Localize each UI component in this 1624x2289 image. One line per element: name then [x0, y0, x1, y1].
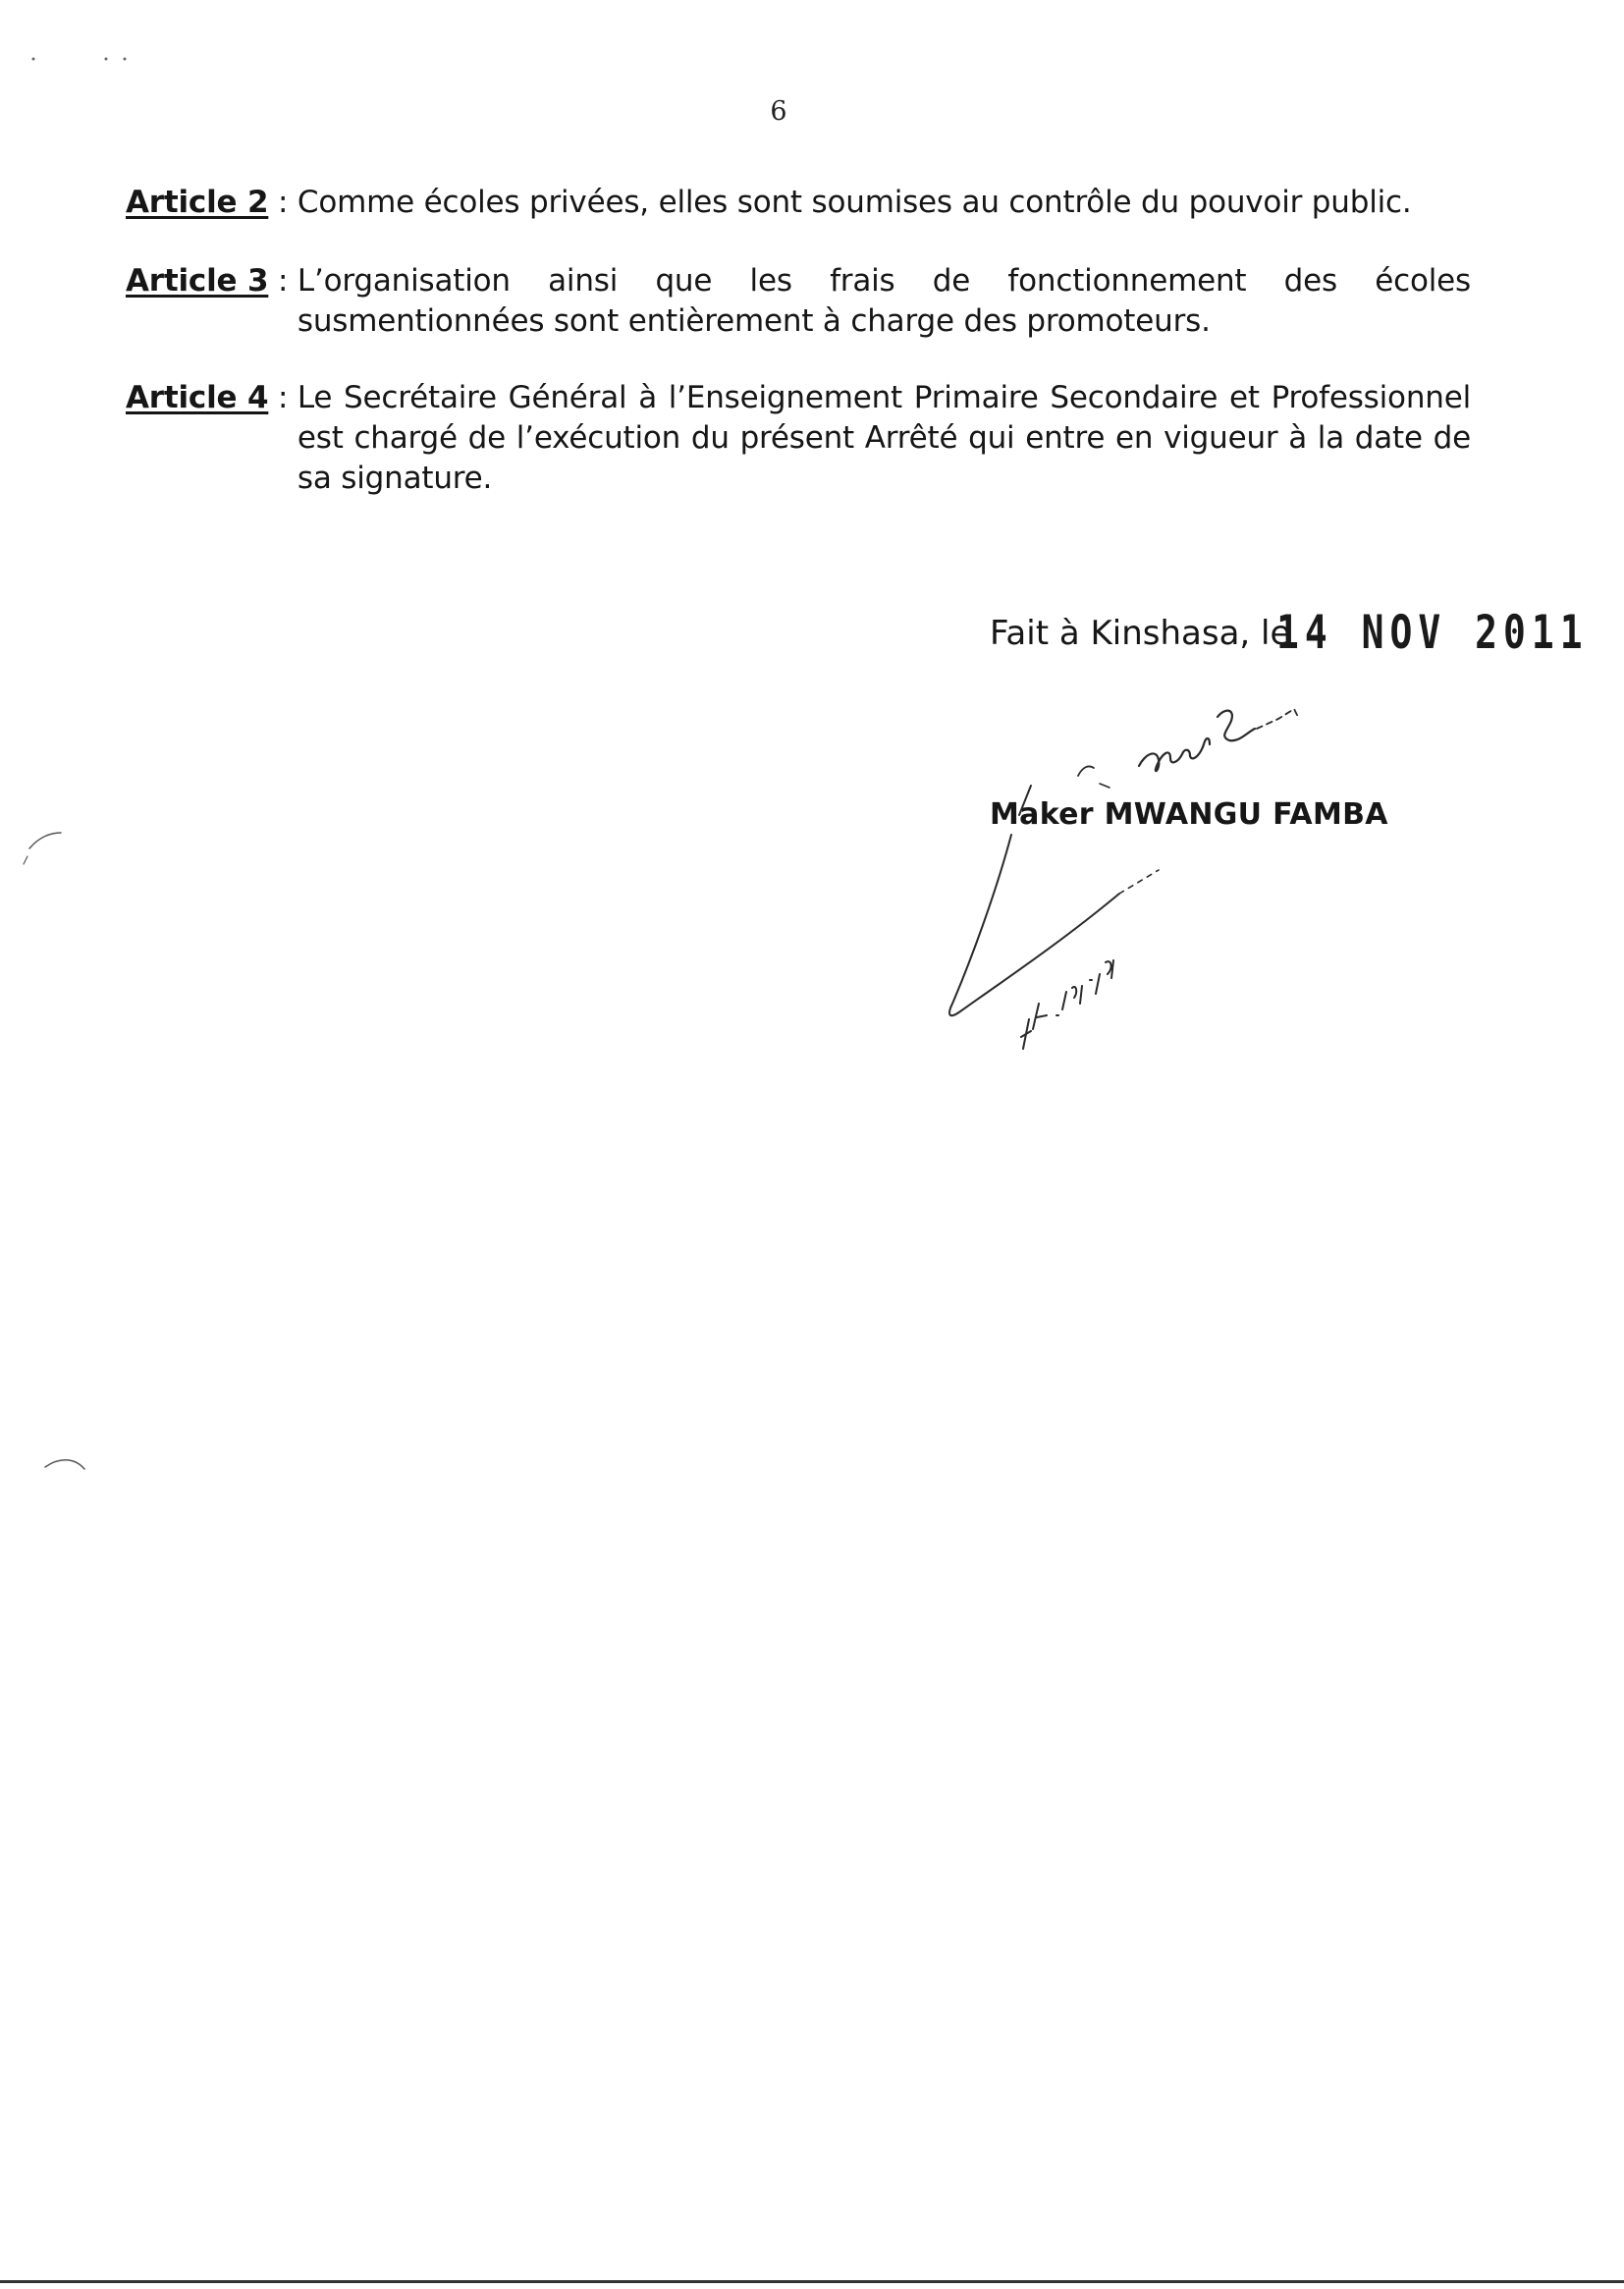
article-separator: :: [268, 380, 298, 415]
page-number: 6: [770, 96, 787, 127]
article-separator: :: [268, 185, 298, 220]
article-text: Comme écoles privées, elles sont soumises au contrôle du pouvoir public.: [297, 185, 1412, 220]
article-label: Article 3: [126, 263, 269, 299]
signatory-name: Maker MWANGU FAMBA: [990, 797, 1388, 832]
page-bottom-rule: [0, 2280, 1624, 2283]
article-separator: :: [268, 263, 298, 299]
place-date: Fait à Kinshasa, le: [990, 614, 1291, 653]
article-text: Le Secrétaire Général à l’Enseignement Primaire Secondaire et Professionnel est chargé de l’exécution du présent Arrêté qui entre en vigueur à la date de sa signature.: [297, 380, 1471, 496]
date-stamp: 14 NOV 2011: [1276, 605, 1589, 659]
article-label: Article 2: [126, 185, 269, 220]
article-text: L’organisation ainsi que les frais de fonctionnement des écoles susmentionnées sont entièrement à charge des promoteurs.: [297, 263, 1471, 339]
article-label: Article 4: [126, 380, 269, 415]
